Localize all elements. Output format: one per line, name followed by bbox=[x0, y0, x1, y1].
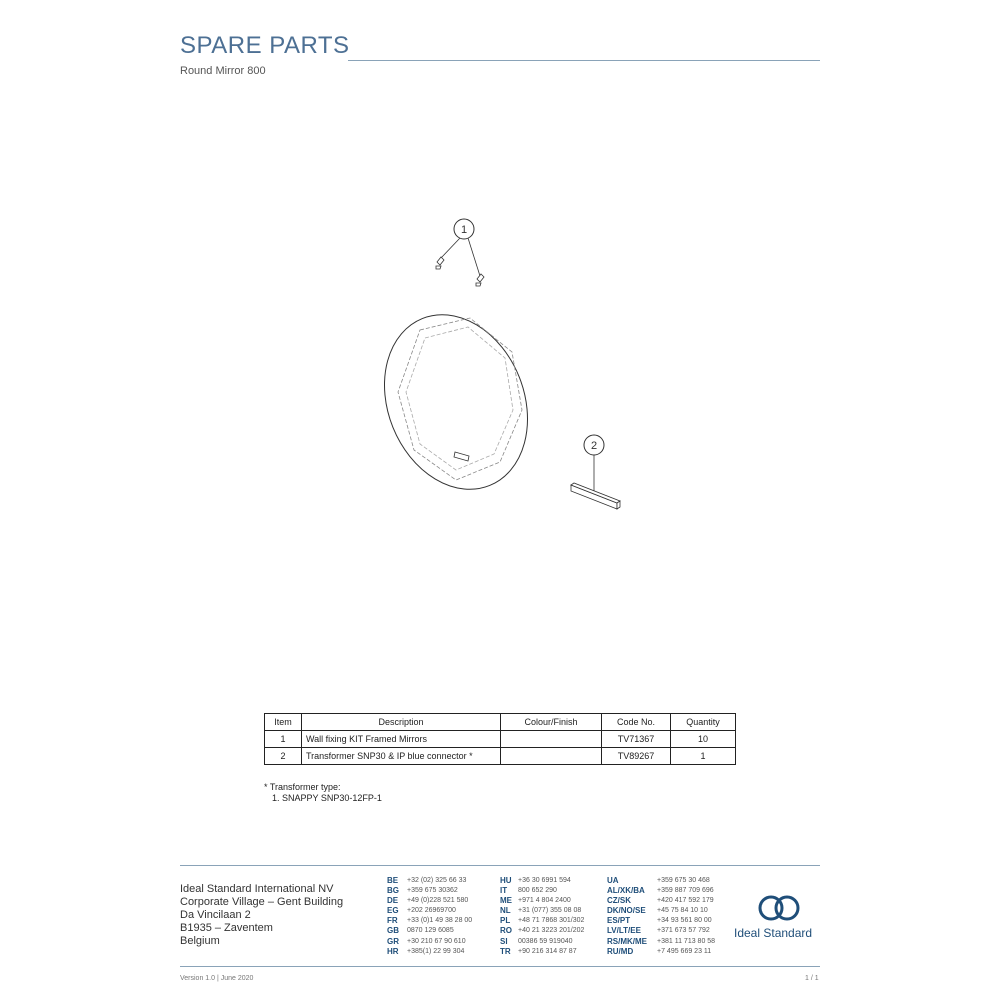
phone-number: 00386 59 919040 bbox=[518, 937, 573, 945]
country-code: CZ/SK bbox=[607, 896, 631, 906]
phone-number: +32 (02) 325 66 33 bbox=[407, 877, 467, 884]
country-code: RS/MK/ME bbox=[607, 936, 647, 946]
cell-quantity: 10 bbox=[671, 731, 736, 748]
phone-number: 800 652 290 bbox=[518, 887, 557, 895]
country-code: GB bbox=[387, 926, 399, 936]
country-code: IT bbox=[500, 886, 508, 896]
contact-row bbox=[387, 886, 472, 896]
contact-row bbox=[607, 947, 715, 957]
callout-1-label: 1 bbox=[460, 224, 468, 236]
spare-parts-table bbox=[264, 713, 736, 765]
contact-row bbox=[500, 896, 584, 906]
phone-number: +34 93 561 80 00 bbox=[657, 917, 712, 925]
round-mirror-part bbox=[359, 293, 553, 511]
version-info: Version 1.0 | June 2020 bbox=[180, 975, 254, 982]
note-item: 1. SNAPPY SNP30-12FP-1 bbox=[272, 793, 382, 803]
country-code: DK/NO/SE bbox=[607, 906, 646, 916]
product-name: Round Mirror 800 bbox=[180, 65, 266, 77]
contact-column-2 bbox=[500, 876, 584, 957]
phone-number: +40 21 3223 201/202 bbox=[518, 927, 585, 935]
phone-number: 0870 129 6085 bbox=[407, 927, 454, 935]
address-line: B1935 – Zaventem bbox=[180, 922, 273, 934]
wall-fixing-kit-part bbox=[436, 257, 484, 286]
country-code: RU/MD bbox=[607, 946, 634, 956]
contact-row bbox=[500, 947, 584, 957]
contact-row bbox=[607, 916, 715, 926]
callout-2 bbox=[584, 435, 604, 494]
contact-row bbox=[387, 926, 472, 936]
address-line: Da Vincilaan 2 bbox=[180, 909, 251, 921]
cell-finish bbox=[501, 748, 602, 765]
country-code: ES/PT bbox=[607, 916, 631, 926]
cell-finish bbox=[501, 731, 602, 748]
table-row bbox=[265, 748, 736, 765]
contact-row bbox=[607, 876, 715, 886]
country-code: PL bbox=[500, 916, 511, 926]
phone-number: +49 (0)228 521 580 bbox=[407, 897, 469, 905]
contact-row bbox=[607, 886, 715, 896]
contact-row bbox=[607, 906, 715, 916]
brand-name: Ideal Standard bbox=[734, 926, 813, 940]
phone-number: +385(1) 22 99 304 bbox=[407, 947, 465, 955]
phone-number: +971 4 804 2400 bbox=[518, 897, 571, 905]
country-code: AL/XK/BA bbox=[607, 886, 645, 896]
phone-number: +359 675 30 468 bbox=[657, 877, 710, 884]
header-quantity: Quantity bbox=[671, 714, 736, 731]
phone-number: +359 675 30362 bbox=[407, 887, 458, 895]
cell-description: Wall fixing KIT Framed Mirrors bbox=[302, 731, 501, 748]
transformer-part bbox=[571, 483, 620, 509]
footer-divider-top bbox=[180, 865, 820, 866]
address-line: Corporate Village – Gent Building bbox=[180, 896, 344, 908]
country-code: DE bbox=[387, 896, 399, 906]
table-header-row bbox=[265, 714, 736, 731]
contact-row bbox=[387, 906, 472, 916]
country-code: HU bbox=[500, 876, 512, 885]
callout-2-label: 2 bbox=[590, 440, 598, 452]
footer-divider-bottom bbox=[180, 966, 820, 967]
country-code: HR bbox=[387, 946, 399, 956]
phone-number: +420 417 592 179 bbox=[657, 897, 714, 905]
contact-row bbox=[500, 886, 584, 896]
header-description: Description bbox=[302, 714, 501, 731]
header-colour-finish: Colour/Finish bbox=[501, 714, 602, 731]
country-code: EG bbox=[387, 906, 399, 916]
transformer-note bbox=[264, 782, 382, 804]
contact-column-3 bbox=[607, 876, 715, 957]
contact-row bbox=[387, 947, 472, 957]
cell-description: Transformer SNP30 & IP blue connector * bbox=[302, 748, 501, 765]
company-address bbox=[180, 883, 343, 948]
contact-row bbox=[387, 876, 472, 886]
phone-number: +48 71 7868 301/302 bbox=[518, 917, 585, 925]
phone-number: +30 210 67 90 610 bbox=[407, 937, 466, 945]
country-code: BG bbox=[387, 886, 399, 896]
cell-item: 1 bbox=[265, 731, 302, 748]
phone-number: +202 26969700 bbox=[407, 907, 456, 915]
cell-quantity: 1 bbox=[671, 748, 736, 765]
address-line: Ideal Standard International NV bbox=[180, 883, 334, 895]
country-code: TR bbox=[500, 946, 511, 956]
contact-row bbox=[500, 876, 584, 886]
phone-number: +36 30 6991 594 bbox=[518, 877, 571, 884]
country-code: GR bbox=[387, 936, 399, 946]
country-code: ME bbox=[500, 896, 512, 906]
contact-row bbox=[500, 926, 584, 936]
phone-number: +381 11 713 80 58 bbox=[657, 937, 716, 945]
phone-number: +45 75 84 10 10 bbox=[657, 907, 708, 915]
page-number: 1 / 1 bbox=[805, 975, 819, 982]
cell-item: 2 bbox=[265, 748, 302, 765]
country-code: SI bbox=[500, 936, 508, 946]
phone-number: +359 887 709 696 bbox=[657, 887, 714, 895]
country-code: UA bbox=[607, 876, 619, 885]
contact-row bbox=[387, 896, 472, 906]
note-heading: * Transformer type: bbox=[264, 782, 341, 792]
contact-row bbox=[387, 916, 472, 926]
country-code: RO bbox=[500, 926, 512, 936]
phone-number: +33 (0)1 49 38 28 00 bbox=[407, 917, 473, 925]
header-item: Item bbox=[265, 714, 302, 731]
interlocking-circles-logo-icon bbox=[756, 893, 802, 923]
contact-row bbox=[500, 937, 584, 947]
contact-row bbox=[607, 896, 715, 906]
phone-number: +371 673 57 792 bbox=[657, 927, 710, 935]
address-line: Belgium bbox=[180, 935, 220, 947]
country-code: BE bbox=[387, 876, 399, 885]
country-code: FR bbox=[387, 916, 398, 926]
contact-column-1 bbox=[387, 876, 472, 957]
contact-row bbox=[607, 926, 715, 936]
country-code: NL bbox=[500, 906, 511, 916]
header-code-no: Code No. bbox=[602, 714, 671, 731]
contact-row bbox=[500, 906, 584, 916]
contact-row bbox=[607, 937, 715, 947]
cell-code: TV89267 bbox=[602, 748, 671, 765]
page-title: SPARE PARTS bbox=[180, 32, 350, 59]
country-code: LV/LT/EE bbox=[607, 926, 641, 936]
phone-number: +31 (077) 355 08 08 bbox=[518, 907, 582, 915]
callout-1 bbox=[441, 219, 480, 276]
phone-number: +90 216 314 87 87 bbox=[518, 947, 577, 955]
contact-row bbox=[500, 916, 584, 926]
table-row bbox=[265, 731, 736, 748]
phone-number: +7 495 669 23 11 bbox=[657, 947, 712, 955]
contact-row bbox=[387, 937, 472, 947]
cell-code: TV71367 bbox=[602, 731, 671, 748]
